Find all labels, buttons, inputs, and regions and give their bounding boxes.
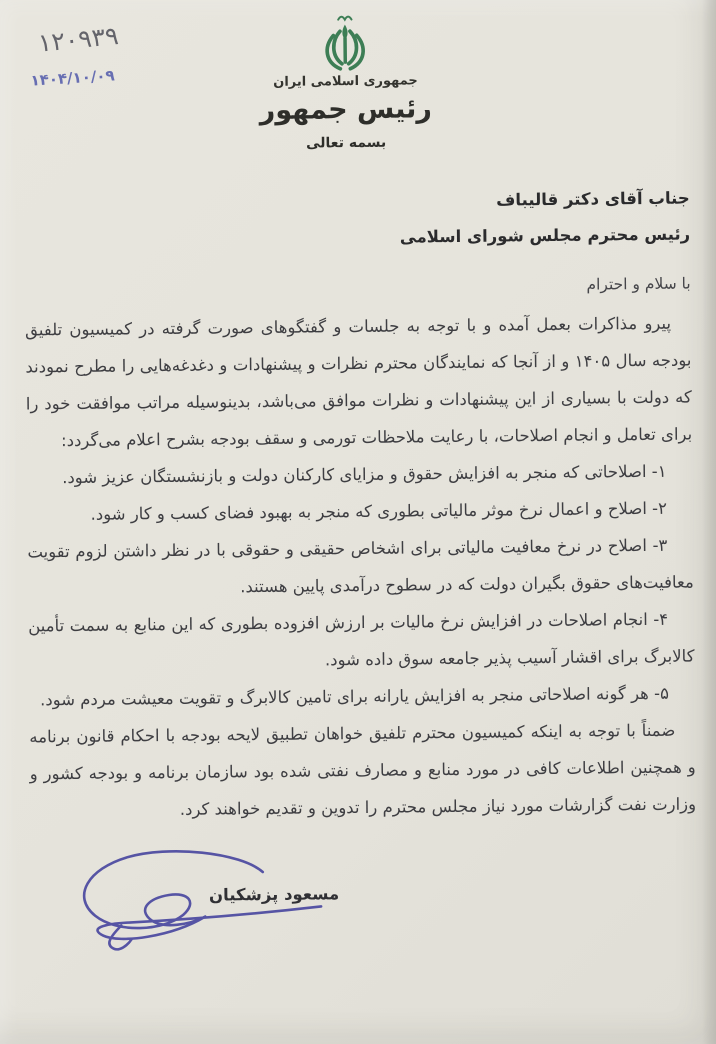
body-item-5: ۵- هر گونه اصلاحاتی منجر به افزایش یارانه برای تامین کالابرگ و تقویت معیشت مردم شود. — [39, 683, 670, 710]
body-item-3: ۳- اصلاح در نرخ معافیت مالیاتی برای اشخاص حقیقی و حقوقی با در نظر داشتن لزوم تقویت معافیت‌های حقوق بگیران دولت که در سطوح درآمدی پایین هستند. — [27, 535, 694, 597]
letterhead-country: جمهوری اسلامی ایران — [273, 73, 418, 90]
recipient-title: رئیس محترم مجلس شورای اسلامی — [399, 224, 691, 247]
body-item-4: ۴- انجام اصلاحات در افزایش نرخ مالیات بر ارزش افزوده بطوری که این منابع به سمت تأمین کالابرگ برای اقشار آسیب پذیر جامعه سوق داده شود. — [28, 609, 695, 670]
letter-date: ۱۴۰۴/۱۰/۰۹ — [29, 66, 116, 90]
letterhead-office-title: رئیس جمهور — [259, 93, 432, 127]
body-opening-paragraph: پیرو مذاکرات بعمل آمده و با توجه به جلسات و گفتگوهای صورت گرفته در کمیسیون تلفیق بودجه سال ۱۴۰۵ و از آنجا که نمایندگان محترم نظرات و پیشنهادات و دغدغه‌هایی را مطرح نمودند که دولت با بسیاری از این پیشنهادات و نظرات موافق می‌باشد، بدینوسیله مراتب موافقت خود را برای تعامل و انجام اصلاحات، با رعایت ملاحظات تورمی و سقف بودجه بشرح اعلام می‌گردد: — [24, 313, 693, 451]
bismillah: بسمه تعالی — [305, 134, 387, 152]
signatory-name: مسعود پزشکیان — [208, 884, 340, 905]
letterhead — [0, 8, 713, 154]
letter-body — [24, 181, 697, 830]
iran-emblem-icon — [320, 12, 371, 73]
body-item-2: ۲- اصلاح و اعمال نرخ موثر مالیاتی بطوری که منجر به بهبود فضای کسب و کار شود. — [90, 498, 668, 524]
body-item-1: ۱- اصلاحاتی که منجر به افزایش حقوق و مزایای کارکنان دولت و بازنشستگان عزیز شود. — [62, 461, 667, 488]
salutation: با سلام و احترام — [586, 274, 691, 294]
recipient-name: جناب آقای دکتر قالیباف — [496, 188, 690, 210]
signature-block — [60, 843, 340, 956]
registration-number: ۱۲۰۹۳۹ — [36, 21, 120, 58]
body-closing-paragraph: ضمناً با توجه به اینکه کمیسیون محترم تلفیق خواهان تطبیق لایحه بودجه با احکام قانون برنامه و همچنین اطلاعات کافی در مورد منابع و مصارف نفتی شده بود سازمان برنامه و بودجه کشور و وزارت نفت گزارشات مورد نیاز مجلس محترم را تدوین و تقدیم خواهند کرد. — [29, 720, 697, 819]
